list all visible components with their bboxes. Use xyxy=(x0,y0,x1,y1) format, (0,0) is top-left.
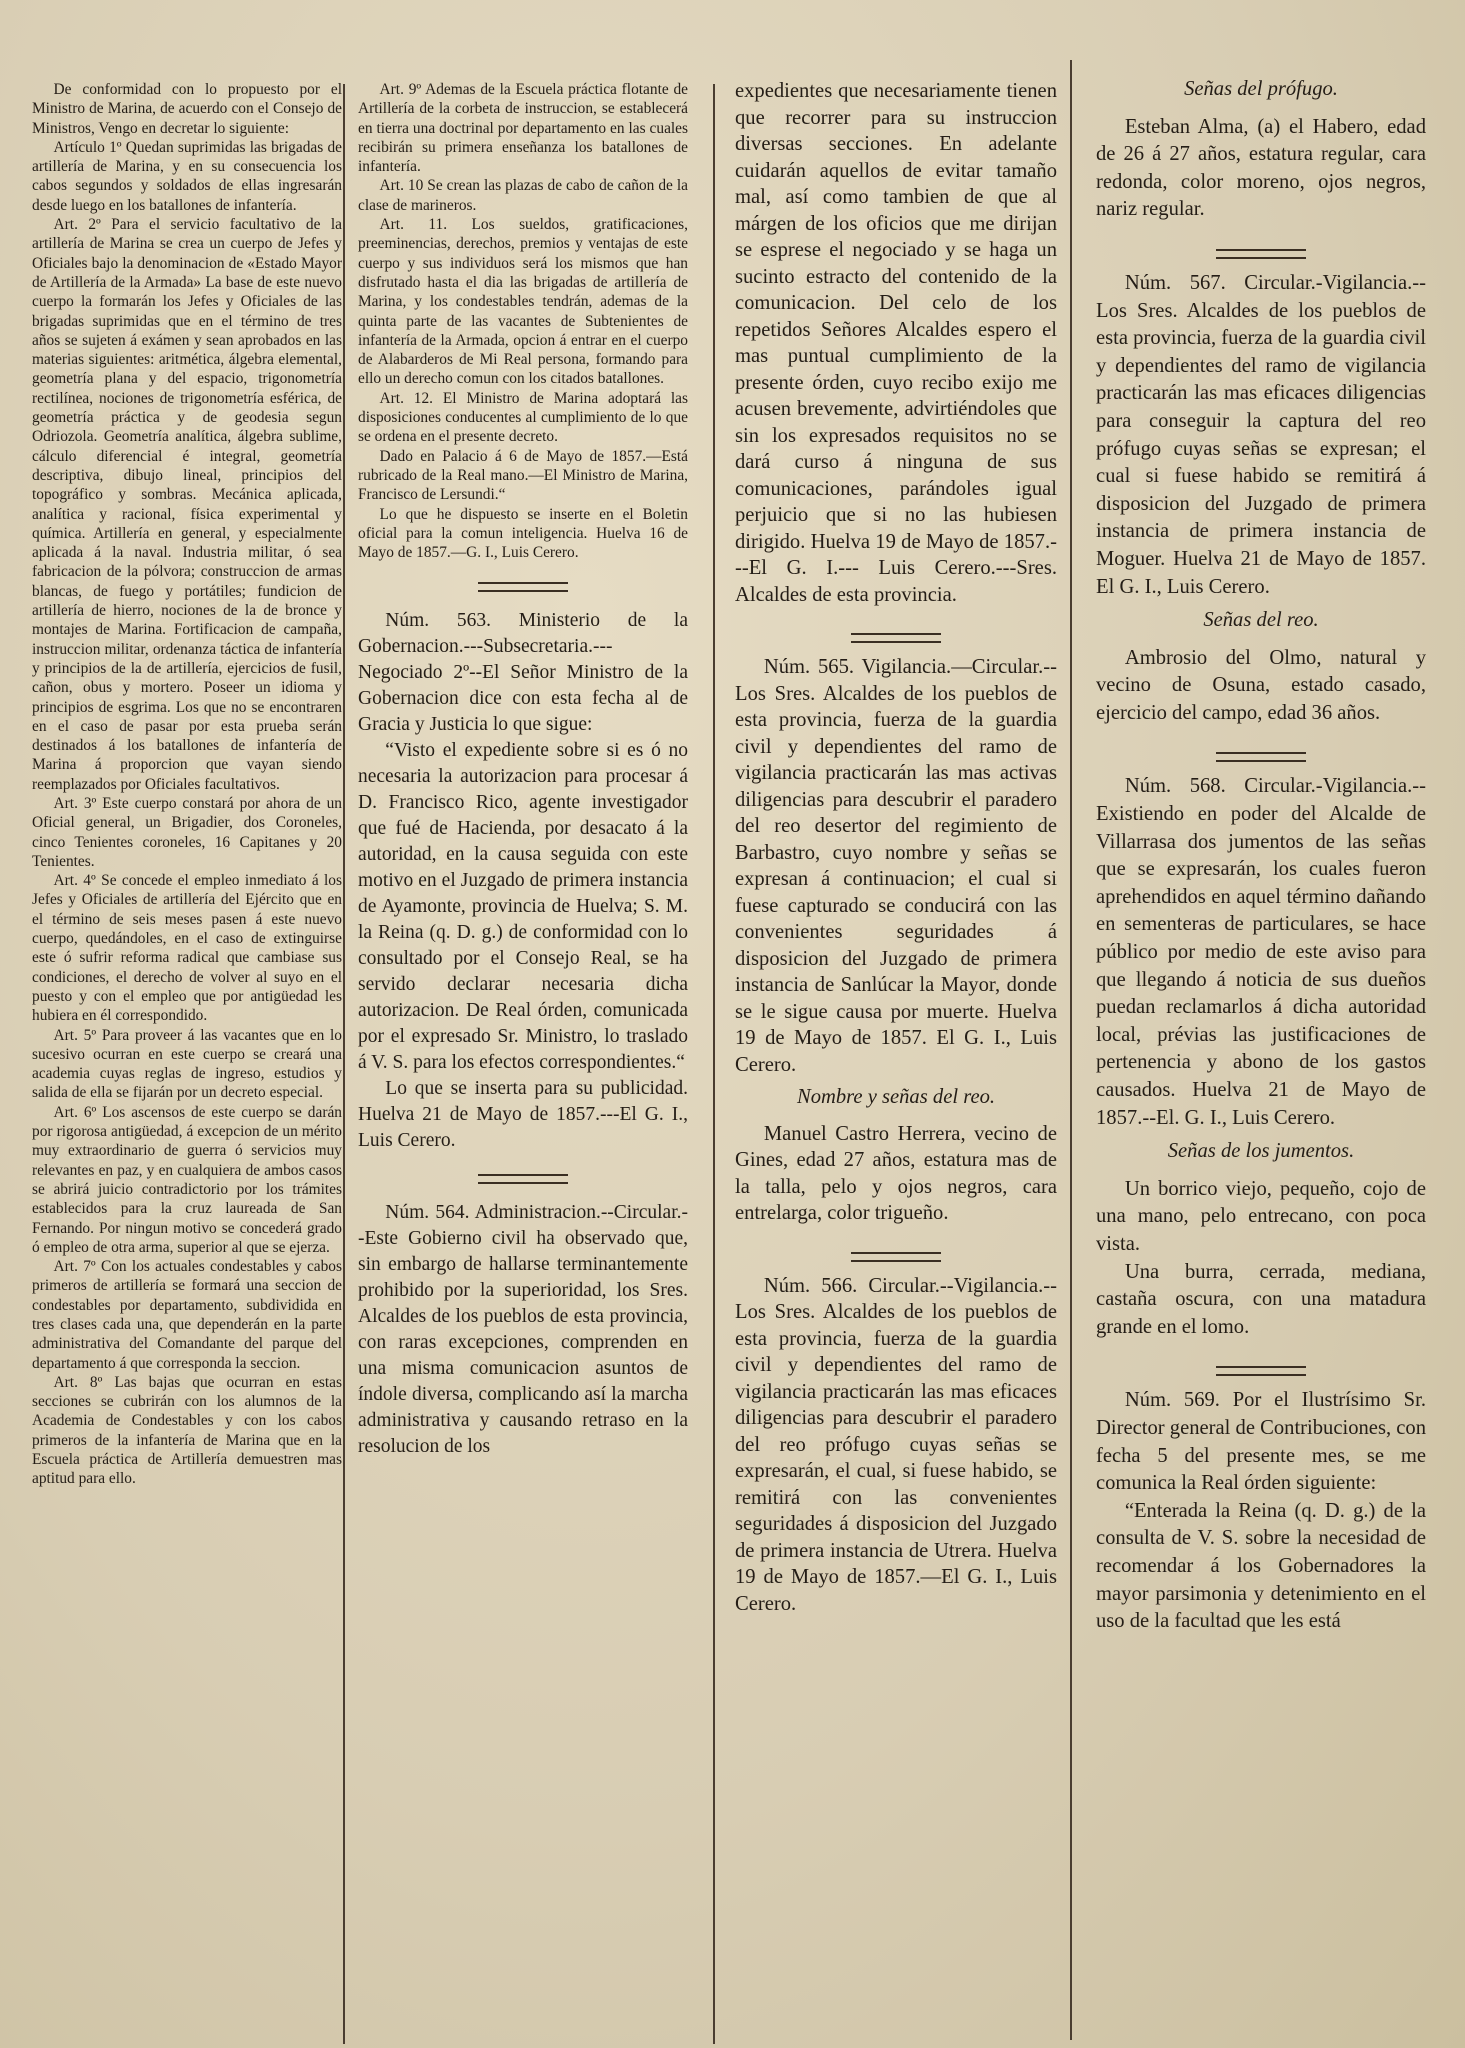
notice-563-head: Núm. 563. Ministerio de la Gobernacion.---Subsecretaria.---Negociado 2º--El Señor Ministro de la Gobernacion dice con esta fecha al de Gracia y Justicia lo que sigue: xyxy=(358,610,688,736)
reo-description-2: Ambrosio del Olmo, natural y vecino de Osuna, estado casado, ejercicio del campo, edad 36 años. xyxy=(1096,646,1426,724)
article-9: Art. 9º Ademas de la Escuela práctica flotante de Artillería de la corbeta de instruccion, se establecerá en tierra una doctrinal por departamento en las cuales recibirán su primera enseñanza los batallones de infantería. xyxy=(358,81,688,176)
jumentos-heading: Señas de los jumentos. xyxy=(1167,1140,1355,1163)
ornament-divider xyxy=(1096,743,1426,757)
ornament-divider xyxy=(358,578,688,592)
notice-569: Núm. 569. Por el Ilustrísimo Sr. Director general de Contribuciones, con fecha 5 del presente mes, se me comunica la Real órden siguiente: xyxy=(1096,1389,1426,1495)
notice-564: Núm. 564. Administracion.--Circular.--Este Gobierno civil ha observado que, sin embargo de hallarse terminantemente prohibido por la superioridad, los Sres. Alcaldes de los pueblos de esta provincia, con raras excepciones, comprenden en una misma comunicacion asuntos de índole diversa, complicando así la marcha administrativa y causando retraso en la resolucion de los xyxy=(358,1202,688,1458)
article-10: Art. 10 Se crean las plazas de cabo de cañon de la clase de marineros. xyxy=(358,177,688,214)
notice-566: Núm. 566. Circular.--Vigilancia.--Los Sres. Alcaldes de los pueblos de esta provincia, fuerza de la guardia civil y dependientes del ramo de vigilancia practicarán las mas eficaces diligencias para descubrir el paradero del reo prófugo cuyas señas se expresarán, el cual, si fuese habido, se remitirá con las convenientes seguridades á disposicion del Juzgado de primera instancia de Utrera. Huelva 19 de Mayo de 1857.—El G. I., Luis Cerero. xyxy=(735,1274,1057,1615)
ornament-divider xyxy=(1096,1357,1426,1371)
column-1 xyxy=(32,80,342,1489)
article-6: Art. 6º Los ascensos de este cuerpo se darán por rigorosa antigüedad, á excepcion de un mérito muy extraordinario de guerra ó servicios muy relevantes en paz, y en cualquiera de ambos casos se abrirá juicio contradictorio por los trámites establecidos para la cruz laureada de San Fernando. Por ningun motivo se concederá grado ó empleo de otra arma, superior al que se ejerza. xyxy=(32,1103,342,1256)
article-3: Art. 3º Este cuerpo constará por ahora de un Oficial general, un Brigadier, dos Coroneles, cinco Tenientes coroneles, 16 Capitanes y 20 Tenientes. xyxy=(32,794,342,870)
decree-date: Dado en Palacio á 6 de Mayo de 1857.—Está rubricado de la Real mano.—El Ministro de Marina, Francisco de Lersundi.“ xyxy=(358,447,688,504)
notice-568: Núm. 568. Circular.-Vigilancia.--Existiendo en poder del Alcalde de Villarrasa dos jumentos de las señas que se expresarán, los cuales fueron aprehendidos en aquel término dañando en sementeras de particulares, se hace público por medio de este aviso para que llegando á noticia de sus dueños puedan reclamarlos á dicha autoridad local, prévias las justificaciones de pertenencia y abono de los gastos causados. Huelva 21 de Mayo de 1857.--El. G. I., Luis Cerero. xyxy=(1096,775,1426,1129)
article-7: Art. 7º Con los actuales condestables y cabos primeros de artillería se formará una seccion de condestables por departamento, subdividida en tres clases cada una, que dependerán en la parte administrativa del Comandante del parque del departamento á que corresponda la seccion. xyxy=(32,1258,342,1372)
profugo-heading: Señas del prófugo. xyxy=(1184,78,1338,100)
article-12: Art. 12. El Ministro de Marina adoptará las disposiciones conducentes al cumplimiento de lo que se ordena en el presente decreto. xyxy=(358,389,688,446)
column-rule xyxy=(713,84,715,2044)
notice-563-close: Lo que se inserta para su publicidad. Huelva 21 de Mayo de 1857.---El G. I., Luis Cerero. xyxy=(358,1078,688,1152)
real-orden-quote: “Enterada la Reina (q. D. g.) de la consulta de V. S. sobre la necesidad de recomendar á los Gobernadores la mayor parsimonia y detenimiento en el uso de la facultad que les está xyxy=(1096,1499,1426,1633)
article-2: Art. 2º Para el servicio facultativo de la artillería de Marina se crea un cuerpo de Jefes y Oficiales bajo la denominacion de «Estado Mayor de Artillería de la Armada» La base de este nuevo cuerpo la formarán los Jefes y Oficiales de las brigadas suprimidas que en el término de tres años se sujeten á exámen y sean aprobados en las materias siguientes: aritmética, álgebra elemental, geometría plana y del espacio, trigonometría rectilínea, nociones de trigonometría esférica, de geometría práctica y de geodesia segun Odriozola. Geometría analítica, álgebra sublime, cálculo diferencial é integral, geometría descriptiva, dibujo lineal, principios del topográfico y sombras. Mecánica aplicada, analítica y racional, física experimental y química. Artillería en general, y especialmente aplicada á la naval. Industria militar, ó sea fabricacion de la pólvora; construccion de armas blancas, de fuego y portátiles; fundicion de artillería de hierro, nociones de la de bronce y montajes de Marina. Fortificacion de campaña, instruccion militar, ordenanza táctica de infantería y principios de la de artillería, ejercicios de fusil, cañon, obus y mortero. Poseer un idioma y principios de esgrima. Los que no se encontraren en el caso de pasar por esta prueba serán destinados á los batallones de infantería de Marina á proporcion que vayan siendo reemplazados por Oficiales facultativos. xyxy=(32,216,342,793)
ornament-divider xyxy=(735,1243,1057,1257)
article-1: Artículo 1º Quedan suprimidas las brigadas de artillería de Marina, y en su consecuencia los cabos segundos y soldados de ellas ingresarán desde luego en los batallones de infantería. xyxy=(32,138,342,214)
decree-preamble: De conformidad con lo propuesto por el Ministro de Marina, de acuerdo con el Consejo de Ministros, Vengo en decretar lo siguiente: xyxy=(32,81,342,137)
ornament-divider xyxy=(1096,240,1426,254)
article-5: Art. 5º Para proveer á las vacantes que en lo sucesivo ocurran en este cuerpo se creará una academia cuyas reglas de ingreso, estudios y salida de ella se fijarán por un decreto especial. xyxy=(32,1026,342,1102)
ornament-divider xyxy=(735,624,1057,638)
reo-description: Manuel Castro Herrera, vecino de Gines, edad 27 años, estatura mas de la talla, pelo y ojos negros, cara entrelarga, color trigueño. xyxy=(735,1122,1057,1224)
article-4: Art. 4º Se concede el empleo inmediato á los Jefes y Oficiales de artillería del Ejército que en el término de seis meses pasen á este nuevo cuerpo, quedándoles, en el caso de extinguirse este ó sufrir reforma radical que cambiase sus condiciones, el derecho de volver al suyo en el puesto y con el empleo que por antigüedad les hubiera en él correspondido. xyxy=(32,872,342,1025)
notice-564-continued: expedientes que necesariamente tienen que recorrer para su instruccion diversas secciones. En adelante cuidarán aquellos de evitar tamaño mal, así como tambien de que al márgen de los oficios que me dirijan se esprese el negociado y se haga un sucinto estracto del contenido de la comunicacion. Del celo de los repetidos Señores Alcaldes espero el mas puntual cumplimiento de la presente órden, cuyo recibo exijo me acusen brevemente, advirtiéndoles que sin los expresados requisitos no se dará curso á ninguna de sus comunicaciones, parándoles igual perjuicio que si no las hubiesen dirigido. Huelva 19 de Mayo de 1857.---El G. I.--- Luis Cerero.---Sres. Alcaldes de esta provincia. xyxy=(735,80,1057,606)
column-rule xyxy=(343,84,345,2044)
reo-heading: Nombre y señas del reo. xyxy=(796,1086,996,1108)
jumento-1: Un borrico viejo, pequeño, cojo de una mano, pelo entrecano, con poca vista. xyxy=(1096,1177,1426,1255)
column-4 xyxy=(1096,70,1426,1636)
notice-563-body: “Visto el expediente sobre si es ó no necesaria la autorizacion para procesar á D. Francisco Rico, agente investigador que fué de Hacienda, por desacato á la autoridad, en la causa seguida con este motivo en el Juzgado de primera instancia de Ayamonte, provincia de Huelva; S. M. la Reina (q. D. g.) de conformidad con lo consultado por el Consejo Real, se ha servido declarar necesaria dicha autorizacion. De Real órden, comunicada por el expresado Sr. Ministro, lo traslado á V. S. para los efectos correspondientes.“ xyxy=(358,740,688,1074)
notice-567: Núm. 567. Circular.-Vigilancia.--Los Sres. Alcaldes de los pueblos de esta provincia, fuerza de la guardia civil y dependientes del ramo de vigilancia practicarán las mas eficaces diligencias para conseguir la captura del reo prófugo cuyas señas se expresan; el cual si fuese habido se remitirá á disposicion del Juzgado de primera instancia de primera instancia de Moguer. Huelva 21 de Mayo de 1857. El G. I., Luis Cerero. xyxy=(1096,271,1426,598)
insertion-note: Lo que he dispuesto se inserte en el Boletin oficial para la comun inteligencia. Huelva 16 de Mayo de 1857.—G. I., Luis Cerero. xyxy=(358,505,688,562)
article-8: Art. 8º Las bajas que ocurran en estas secciones se cubrirán con los alumnos de la Academia de Condestables y con los cabos primeros de la infantería de Marina que en la Escuela práctica de Artillería demuestren mas aptitud para ello. xyxy=(32,1373,342,1488)
notice-565: Núm. 565. Vigilancia.—Circular.--Los Sres. Alcaldes de los pueblos de esta provincia, fuerza de la guardia civil y dependientes del ramo de vigilancia practicarán las mas activas diligencias para descubrir el paradero del reo desertor del regimiento de Barbastro, cuyo nombre y señas se expresan á continuacion; el cual si fuese capturado se conducirá con las convenientes seguridades á disposicion del Juzgado de primera instancia de Sanlúcar la Mayor, donde se le sigue causa por muerte. Huelva 19 de Mayo de 1857. El G. I., Luis Cerero. xyxy=(735,656,1057,1076)
profugo-description: Esteban Alma, (a) el Habero, edad de 26 á 27 años, estatura regular, cara redonda, color moreno, ojos negros, nariz regular. xyxy=(1096,115,1426,221)
reo-heading-2: Señas del reo. xyxy=(1203,609,1319,632)
article-11: Art. 11. Los sueldos, gratificaciones, preeminencias, derechos, premios y ventajas de este cuerpo y sus individuos será los mismos que han disfrutado hasta el dia las brigadas de artillería de Marina, y los condestables tendrán, ademas de la quinta parte de las vacantes de Subtenientes de infantería de la Armada, opcion á entrar en el cuerpo de Alabarderos de Mi Real persona, formando para ello un derecho comun con los citados batallones. xyxy=(358,216,688,388)
column-2 xyxy=(358,80,688,1460)
column-3 xyxy=(735,78,1057,1617)
ornament-divider xyxy=(358,1170,688,1184)
jumento-2: Una burra, cerrada, mediana, castaña oscura, con una matadura grande en el lomo. xyxy=(1096,1260,1426,1338)
column-rule xyxy=(1070,60,1072,2040)
